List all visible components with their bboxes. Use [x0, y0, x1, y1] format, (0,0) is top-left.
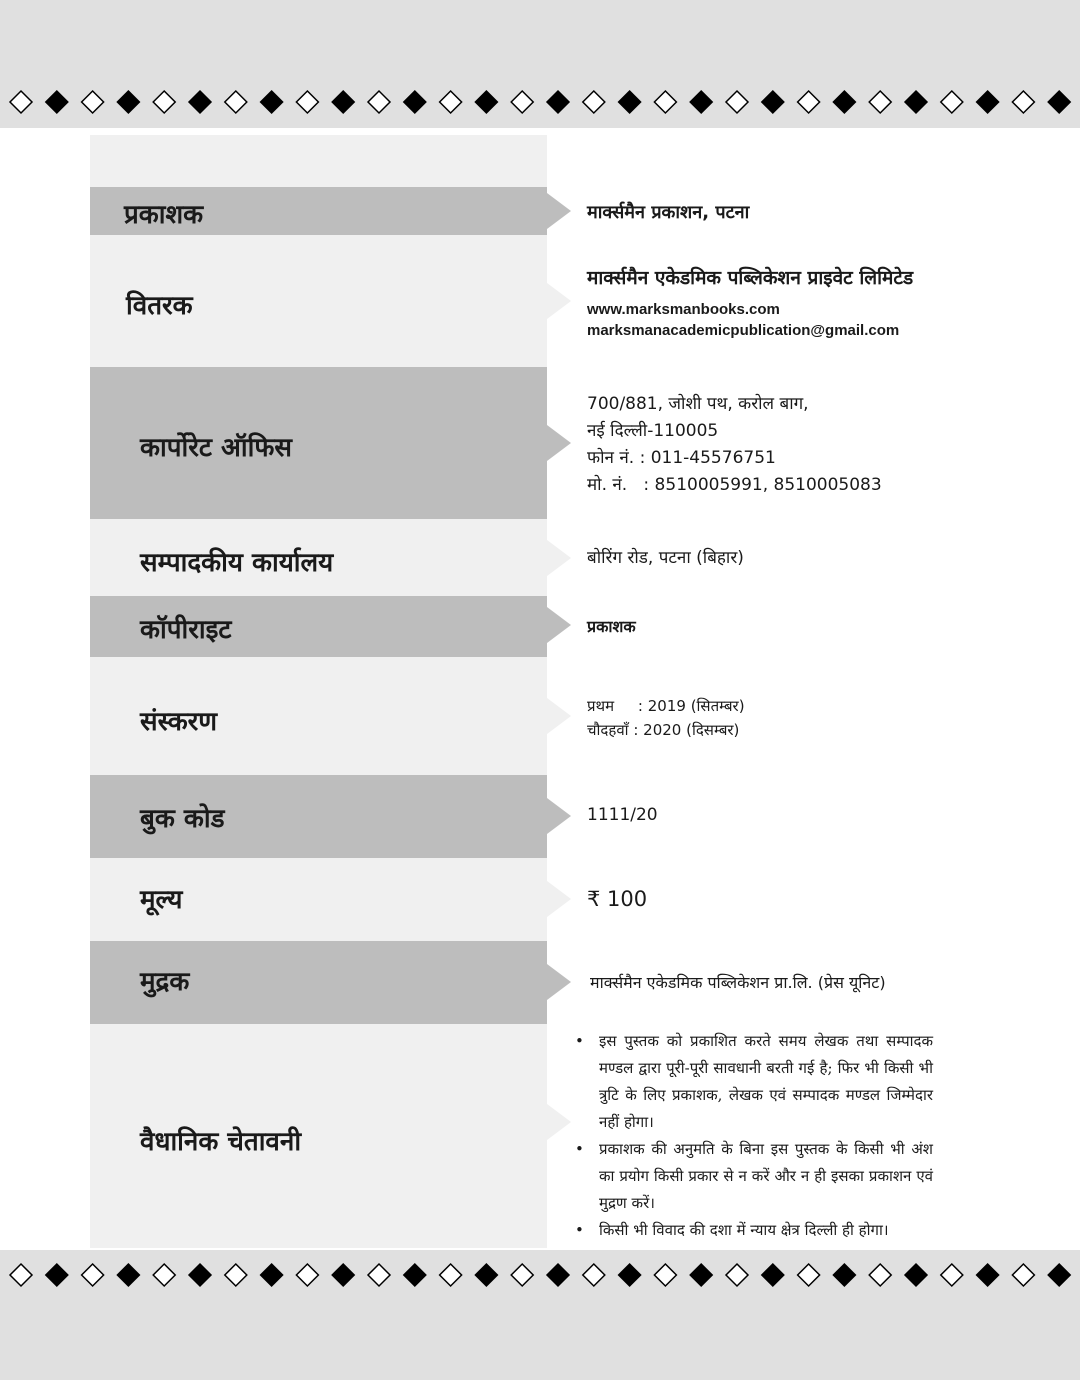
outline-diamond-icon: [941, 91, 963, 113]
outline-diamond-icon: [798, 91, 820, 113]
filled-diamond-icon: [1048, 91, 1070, 113]
filled-diamond-icon: [332, 91, 354, 113]
outline-diamond-icon: [511, 91, 533, 113]
outline-diamond-icon: [583, 91, 605, 113]
arrow-marker: [547, 698, 571, 734]
outline-diamond-icon: [440, 91, 462, 113]
filled-diamond-icon: [475, 91, 497, 113]
outline-diamond-icon: [82, 1264, 104, 1286]
filled-diamond-icon: [762, 1264, 784, 1286]
value-price: ₹ 100: [587, 887, 648, 911]
outline-diamond-icon: [225, 91, 247, 113]
outline-diamond-icon: [440, 1264, 462, 1286]
label-edition: संस्करण: [140, 707, 218, 737]
list-item: • इस पुस्तक को प्रकाशित करते समय लेखक तथा सम्पादक मण्डल द्वारा पूरी-पूरी सावधानी बरती गई है; फिर भी किसी भी त्रुटि के लिए प्रकाशक, लेखक एवं सम्पादक मण्डल जिम्मेदार नहीं होगा।: [573, 1028, 933, 1136]
arrow-marker: [547, 1104, 571, 1140]
filled-diamond-icon: [404, 91, 426, 113]
label-editorial-office: सम्पादकीय कार्यालय: [140, 548, 334, 578]
value-distributor-website[interactable]: www.marksmanbooks.com: [587, 301, 780, 318]
value-edition-first: प्रथम : 2019 (सितम्बर): [587, 697, 745, 715]
label-price: मूल्य: [140, 885, 183, 915]
outline-diamond-icon: [368, 91, 390, 113]
outline-diamond-icon: [726, 91, 748, 113]
list-item: • किसी भी विवाद की दशा में न्याय क्षेत्र दिल्ली ही होगा।: [573, 1217, 933, 1244]
label-publisher: प्रकाशक: [124, 200, 204, 230]
arrow-marker: [547, 193, 571, 229]
outline-diamond-icon: [153, 91, 175, 113]
outline-diamond-icon: [798, 1264, 820, 1286]
label-legal-warning: वैधानिक चेतावनी: [140, 1127, 302, 1157]
filled-diamond-icon: [619, 1264, 641, 1286]
value-address-line-1: 700/881, जोशी पथ, करोल बाग,: [587, 394, 809, 414]
outline-diamond-icon: [869, 1264, 891, 1286]
arrow-marker: [547, 881, 571, 917]
value-publisher: मार्क्समैन प्रकाशन, पटना: [587, 202, 750, 223]
filled-diamond-icon: [189, 1264, 211, 1286]
outline-diamond-icon: [296, 91, 318, 113]
outline-diamond-icon: [726, 1264, 748, 1286]
top-diamond-border: [0, 87, 1080, 117]
filled-diamond-icon: [547, 1264, 569, 1286]
filled-diamond-icon: [117, 1264, 139, 1286]
filled-diamond-icon: [905, 1264, 927, 1286]
outline-diamond-icon: [10, 1264, 32, 1286]
filled-diamond-icon: [547, 91, 569, 113]
filled-diamond-icon: [977, 91, 999, 113]
value-copyright: प्रकाशक: [587, 617, 636, 636]
outline-diamond-icon: [583, 1264, 605, 1286]
bottom-diamond-border: [0, 1260, 1080, 1290]
list-item: • प्रकाशक की अनुमति के बिना इस पुस्तक के किसी भी अंश का प्रयोग किसी प्रकार से न करें और न ही इसका प्रकाशन एवं मुद्रण करें।: [573, 1136, 933, 1217]
arrow-marker: [547, 798, 571, 834]
filled-diamond-icon: [46, 91, 68, 113]
value-edition-fourteenth: चौदहवाँ : 2020 (दिसम्बर): [587, 721, 740, 739]
label-copyright: कॉपीराइट: [140, 615, 232, 645]
label-distributor: वितरक: [126, 291, 193, 321]
label-printer: मुद्रक: [140, 967, 190, 997]
arrow-marker: [547, 964, 571, 1000]
value-editorial-office: बोरिंग रोड, पटना (बिहार): [587, 548, 744, 568]
outline-diamond-icon: [654, 91, 676, 113]
label-corporate-office: कार्पोरेट ऑफिस: [140, 433, 292, 463]
filled-diamond-icon: [905, 91, 927, 113]
value-address-line-2: नई दिल्ली-110005: [587, 421, 719, 441]
filled-diamond-icon: [690, 1264, 712, 1286]
outline-diamond-icon: [511, 1264, 533, 1286]
filled-diamond-icon: [189, 91, 211, 113]
value-distributor-name: मार्क्समैन एकेडमिक पब्लिकेशन प्राइवेट लिमिटेड: [587, 267, 914, 289]
filled-diamond-icon: [1048, 1264, 1070, 1286]
filled-diamond-icon: [46, 1264, 68, 1286]
outline-diamond-icon: [1012, 91, 1034, 113]
outline-diamond-icon: [869, 91, 891, 113]
outline-diamond-icon: [82, 91, 104, 113]
value-printer: मार्क्समैन एकेडमिक पब्लिकेशन प्रा.लि. (प्रेस यूनिट): [590, 973, 886, 992]
outline-diamond-icon: [10, 91, 32, 113]
value-phone: फोन नं. : 011-45576751: [587, 448, 776, 468]
outline-diamond-icon: [941, 1264, 963, 1286]
filled-diamond-icon: [762, 91, 784, 113]
outline-diamond-icon: [153, 1264, 175, 1286]
label-book-code: बुक कोड: [140, 804, 225, 834]
arrow-marker: [547, 425, 571, 461]
filled-diamond-icon: [117, 91, 139, 113]
filled-diamond-icon: [690, 91, 712, 113]
outline-diamond-icon: [1012, 1264, 1034, 1286]
filled-diamond-icon: [261, 91, 283, 113]
value-book-code: 1111/20: [587, 805, 658, 825]
value-mobile: मो. नं. : 8510005991, 8510005083: [587, 475, 882, 495]
outline-diamond-icon: [225, 1264, 247, 1286]
arrow-marker: [547, 283, 571, 319]
outline-diamond-icon: [654, 1264, 676, 1286]
filled-diamond-icon: [833, 91, 855, 113]
filled-diamond-icon: [475, 1264, 497, 1286]
arrow-marker: [547, 540, 571, 576]
outline-diamond-icon: [296, 1264, 318, 1286]
filled-diamond-icon: [619, 91, 641, 113]
outline-diamond-icon: [368, 1264, 390, 1286]
filled-diamond-icon: [977, 1264, 999, 1286]
filled-diamond-icon: [332, 1264, 354, 1286]
legal-warning-list: [573, 1028, 933, 1244]
filled-diamond-icon: [404, 1264, 426, 1286]
filled-diamond-icon: [833, 1264, 855, 1286]
arrow-marker: [547, 607, 571, 643]
filled-diamond-icon: [261, 1264, 283, 1286]
value-distributor-email[interactable]: marksmanacademicpublication@gmail.com: [587, 322, 900, 339]
